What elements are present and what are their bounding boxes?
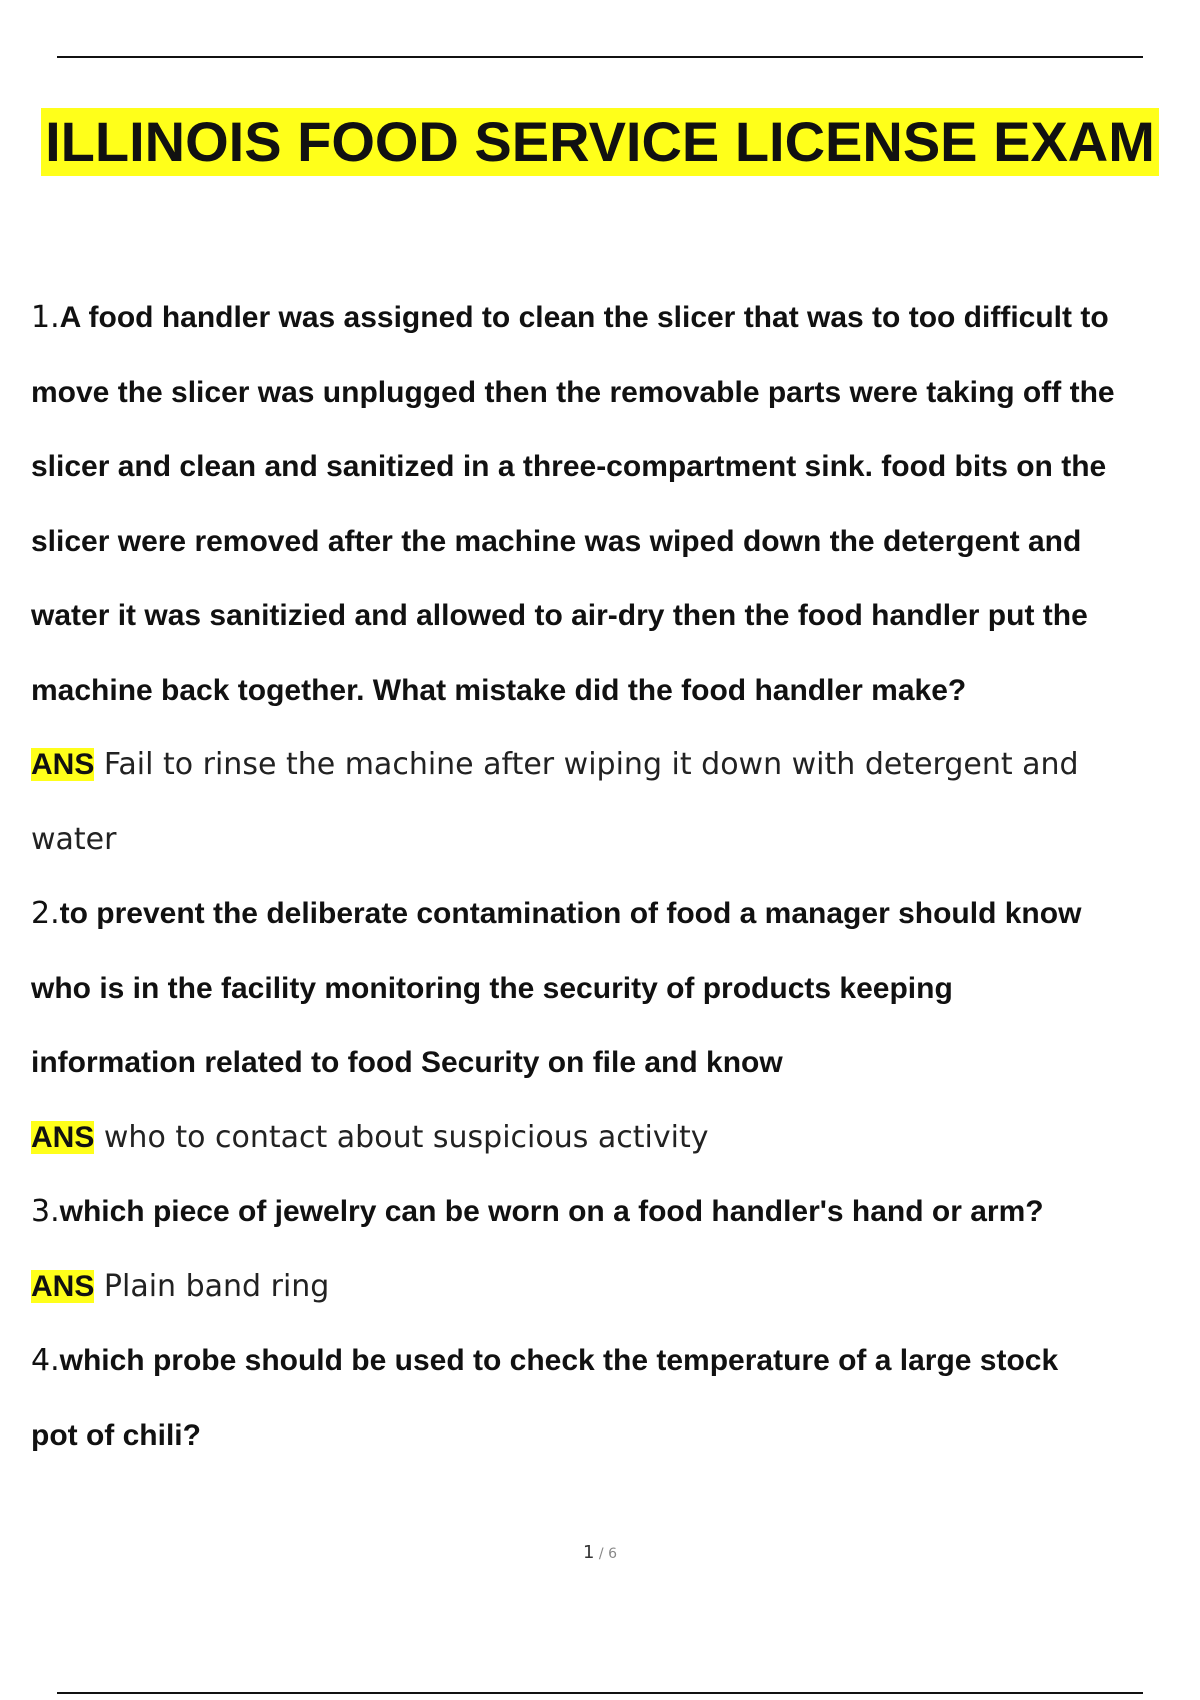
question-line [31,952,1191,1027]
question-line [31,1399,1191,1474]
question-number: 2. [31,896,60,931]
title-container [0,108,1200,176]
question-text: water it was sanitizied and allowed to air-dry then the food handler put the [31,599,1088,632]
question-line [31,430,1191,505]
question-text: slicer were removed after the machine was wiped down the detergent and [31,524,1082,558]
question-line [31,1324,1191,1399]
answer-label: ANS [31,1269,95,1303]
question-list [31,281,1191,1473]
page-indicator [0,1542,1200,1563]
question-text: to prevent the deliberate contamination of food a manager should know [59,897,1082,930]
answer-label: ANS [31,748,95,781]
answer-text: who to contact about suspicious activity [103,1119,709,1155]
question-line [31,877,1191,952]
question-text: which probe should be used to check the temperature of a large stock [59,1344,1059,1377]
current-page: 1 [583,1542,595,1563]
answer-text: water [31,821,117,857]
question-text: slicer and clean and sanitized in a three-compartment sink. food bits on the [31,450,1107,483]
question-3 [31,1175,1191,1324]
question-2 [31,877,1191,1175]
answer-label: ANS [31,1120,95,1154]
answer-text: Plain band ring [103,1268,330,1304]
page-separator: / [594,1546,609,1562]
question-line [31,356,1191,431]
top-rule [57,56,1143,58]
question-line [31,1175,1191,1250]
question-text: which piece of jewelry can be worn on a food handler's hand or arm? [59,1195,1044,1228]
question-number: 3. [31,1194,60,1229]
question-text: A food handler was assigned to clean the slicer that was to too difficult to [59,301,1109,334]
question-text: information related to food Security on file and know [31,1046,783,1079]
question-text: pot of chili? [31,1418,201,1452]
question-4 [31,1324,1191,1473]
bottom-rule [57,1692,1143,1694]
question-text: who is in the facility monitoring the security of products keeping [31,971,953,1005]
question-text: move the slicer was unplugged then the removable parts were taking off the [31,375,1115,409]
answer-line [31,1101,1191,1176]
answer-line [31,728,1191,803]
question-number: 4. [31,1343,60,1378]
question-text: machine back together. What mistake did the food handler make? [31,673,967,707]
answer-line [31,1250,1191,1325]
document-title: ILLINOIS FOOD SERVICE LICENSE EXAM [41,108,1159,176]
question-line [31,281,1191,356]
question-line [31,654,1191,729]
question-line [31,579,1191,654]
question-line [31,1026,1191,1101]
question-number: 1. [31,300,60,335]
answer-text: Fail to rinse the machine after wiping it down with detergent and [103,747,1079,782]
question-line [31,505,1191,580]
total-pages: 6 [608,1546,617,1562]
answer-line [31,803,1191,878]
question-1 [31,281,1191,877]
